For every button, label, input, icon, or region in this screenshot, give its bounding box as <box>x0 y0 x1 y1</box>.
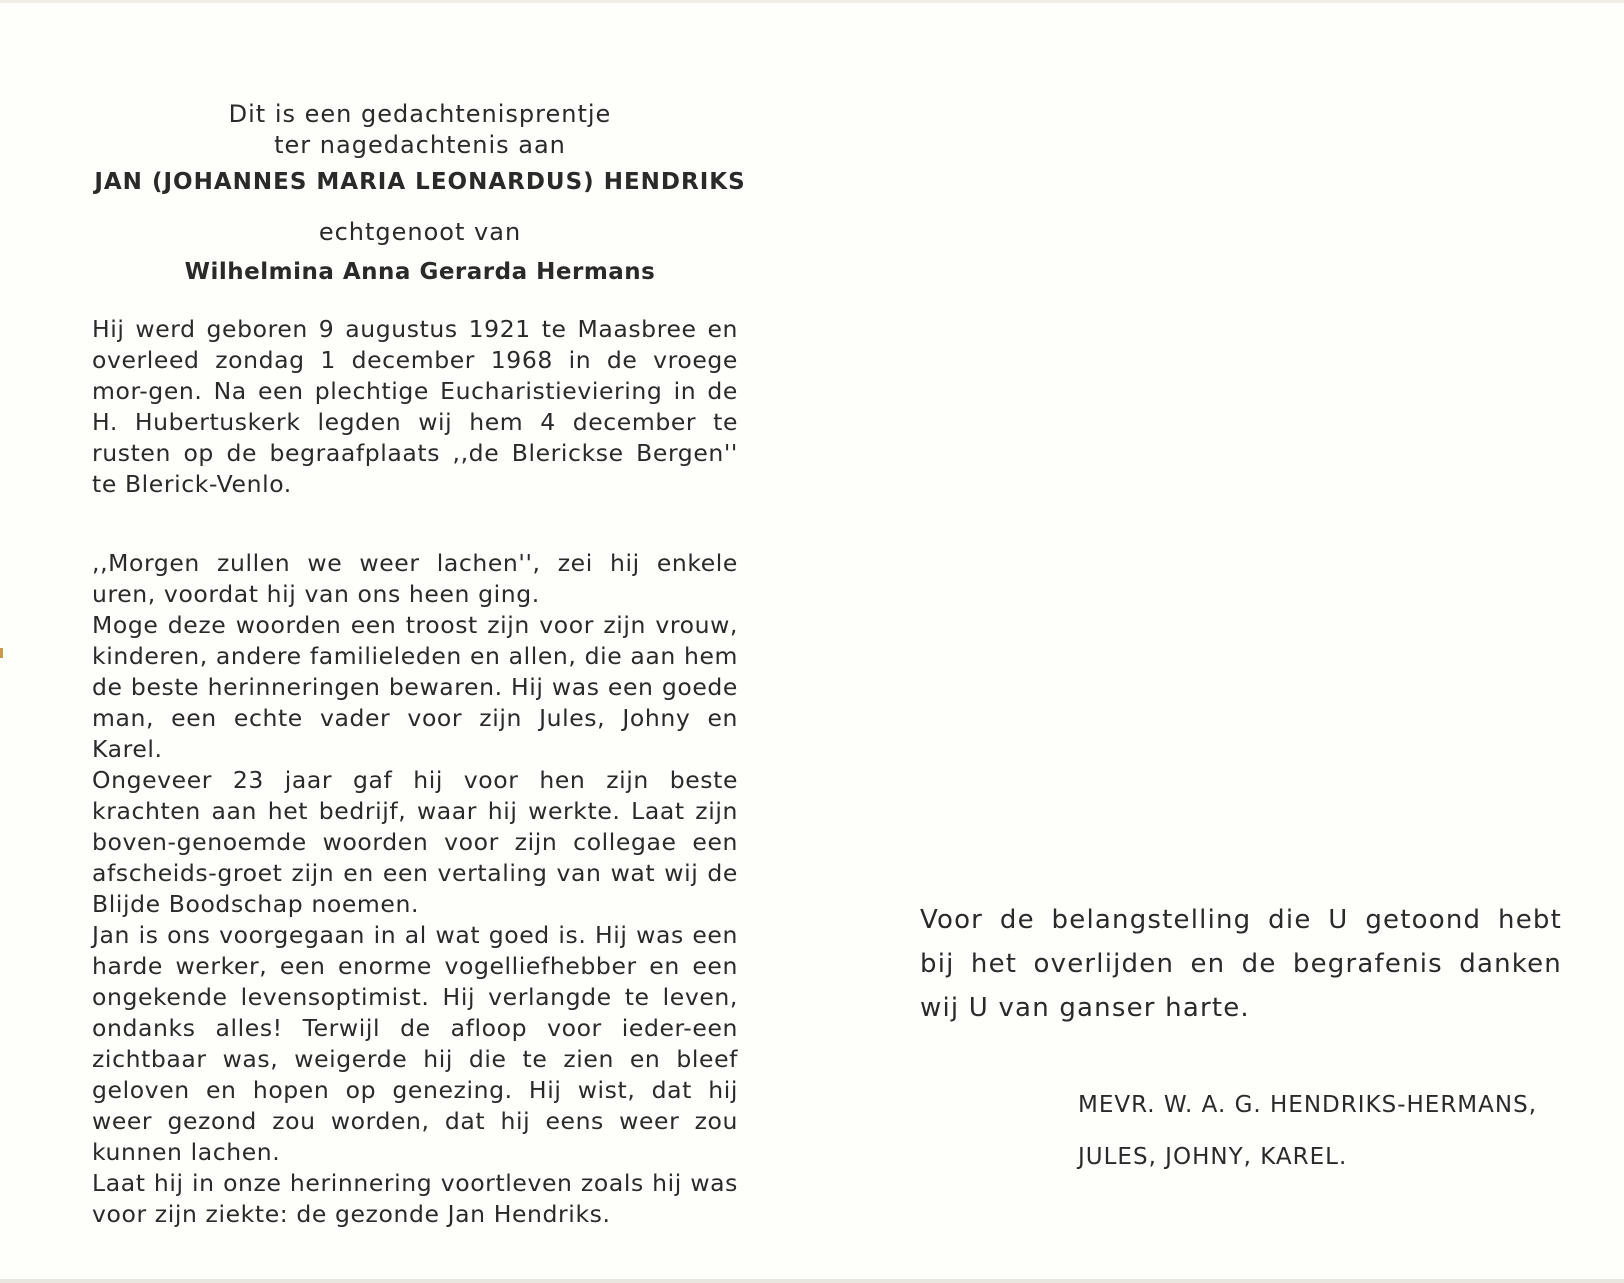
paragraph-5: Laat hij in onze herinnering voortleven zoals hij was voor zijn ziekte: de gezonde Jan Hendriks. <box>92 1169 738 1228</box>
edge-mark <box>0 648 3 658</box>
reflection-block <box>92 548 738 1230</box>
paragraph-3: Ongeveer 23 jaar gaf hij voor hen zijn beste krachten aan het bedrijf, waar hij werkte. Laat zijn boven-genoemde woorden voor zijn collegae een afscheids-groet zijn en een vertaling van wat wij de Blijde Boodschap noemen. <box>92 766 738 918</box>
spouse-name: Wilhelmina Anna Gerarda Hermans <box>184 259 656 285</box>
spouse-intro: echtgenoot van <box>318 218 522 246</box>
quote-paragraph: ,,Morgen zullen we weer lachen'', zei hij enkele uren, voordat hij van ons heen ging. <box>92 549 738 608</box>
thanks-text: Voor de belangstelling die U getoond hebt bij het overlijden en de begrafenis danken wij U van ganser harte. <box>920 905 1562 1023</box>
signature-line-2: JULES, JOHNY, KAREL. <box>1078 1144 1348 1170</box>
intro-line-1: Dit is een gedachtenisprentje <box>228 100 612 128</box>
intro-line-2: ter nagedachtenis aan <box>274 131 566 159</box>
biography-block <box>92 314 738 500</box>
biography: Hij werd geboren 9 augustus 1921 te Maasbree en overleed zondag 1 december 1968 in de vroege mor-gen. Na een plechtige Eucharistieviering in de H. Hubertuskerk legden wij hem 4 december te rusten op de begraafplaats ,,de Blerickse Bergen'' te Blerick-Venlo. <box>92 315 738 498</box>
paragraph-4: Jan is ons voorgegaan in al wat goed is. Hij was een harde werker, een enorme vogelliefhebber en een ongekende levensoptimist. Hij verlangde te leven, ondanks alles! Terwijl de afloop voor ieder-een zichtbaar was, weigerde hij die te zien en bleef geloven en hopen op genezing. Hij wist, dat hij weer gezond zou worden, dat hij eens weer zou kunnen lachen. <box>92 921 738 1166</box>
signature-line-1: MEVR. W. A. G. HENDRIKS-HERMANS, <box>1078 1092 1538 1118</box>
deceased-name: JAN (JOHANNES MARIA LEONARDUS) HENDRIKS <box>94 169 746 195</box>
paragraph-2: Moge deze woorden een troost zijn voor zijn vrouw, kinderen, andere familieleden en allen, die aan hem de beste herinneringen bewaren. Hij was een goede man, een echte vader voor zijn Jules, Johny en Karel. <box>92 611 738 763</box>
